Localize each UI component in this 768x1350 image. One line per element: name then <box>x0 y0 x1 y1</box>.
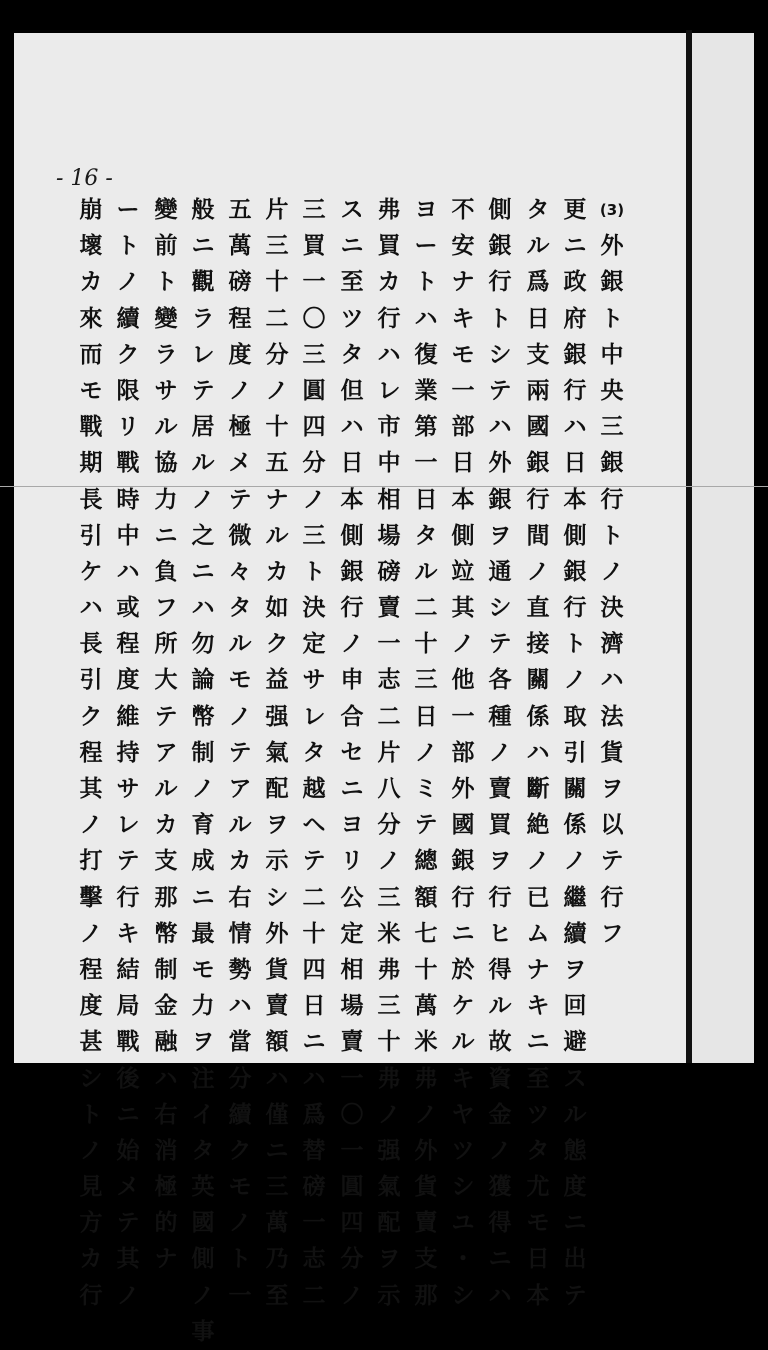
text-column: 弗 買 カ 行 ハ レ 市 中 相 場 磅 賣 一 志 二 片 八 分 ノ 三 米 弗 三 十 弗 ノ 强 氣 配 ヲ 示 <box>377 197 401 1309</box>
text-column: ヨ ー ト ハ 復 業 第 一 日 タ ル 二 十 三 日 ノ ミ テ 總 額 七 十 萬 米 弗 ノ 外 貨 賣 支 那 <box>414 197 438 1309</box>
text-column: ス ニ 至 ツ タ 但 ハ 日 本 側 銀 行 ノ 申 合 セ ニ ヨ リ 公 定 相 場 賣 一 〇 一 圓 四 分 ノ <box>340 197 364 1309</box>
text-column: (3) 外 銀 ト 中 央 三 銀 行 ト ノ 決 濟 ハ 法 貨 ヲ 以 テ 行 フ <box>599 201 625 947</box>
text-column: 崩 壞 カ 來 而 モ 戰 期 長 引 ケ ハ 長 引 ク 程 其 ノ 打 擊 ノ 程 度 甚 シ ト ノ 見 方 カ 行 <box>79 197 103 1309</box>
text-column: 五 萬 磅 程 度 ノ 極 メ テ 微 々 タ ル モ ノ テ ア ル カ 右 情 勢 ハ 當 分 續 ク モ ノ ト 一 <box>228 197 252 1309</box>
text-column: 不 安 ナ キ モ 一 部 日 本 側 竝 其 ノ 他 一 部 外 國 銀 行 ニ 於 ケ ル キ ヤ ツ シ ユ ・ シ <box>451 197 475 1309</box>
text-column: タ ル 爲 日 支 兩 國 銀 行 間 ノ 直 接 關 係 ハ 斷 絶 ノ 已 ム ナ キ ニ 至 ツ タ 尤 モ 日 本 <box>526 197 550 1309</box>
text-column: 側 銀 行 ト シ テ ハ 外 銀 ヲ 通 シ テ 各 種 ノ 賣 買 ヲ 行 ヒ 得 ル 故 資 金 ノ 獲 得 ニ ハ <box>488 197 512 1309</box>
page-number: - 16 - <box>56 166 113 191</box>
text-column: 三 買 一 〇 三 圓 四 分 ノ 三 ト 決 定 サ レ タ 越 ヘ テ 二 十 四 日 ニ ハ 爲 替 磅 一 志 二 <box>302 197 326 1309</box>
adjacent-page-edge <box>692 33 754 1063</box>
text-column: 般 ニ 觀 ラ レ テ 居 ル ノ 之 ニ ハ 勿 論 幣 制 ノ 育 成 ニ 最 モ 力 ヲ 注 イ タ 英 國 側 ノ 事 <box>191 197 215 1345</box>
text-column: 變 前 ト 變 ラ サ ル 協 力 ニ 負 フ 所 大 テ ア ル カ 支 那 幣 制 金 融 ハ 右 消 極 的 ナ <box>154 197 178 1273</box>
text-column: ー ト ノ 續 ク 限 リ 戰 時 中 ハ 或 程 度 維 持 サ レ テ 行 キ 結 局 戰 後 ニ 始 メ テ 其 ノ <box>116 197 140 1309</box>
text-column: 更 ニ 政 府 銀 行 ハ 日 本 側 銀 行 ト ノ 取 引 關 係 ノ 繼 續 ヲ 回 避 ス ル 態 度 ニ 出 テ <box>563 197 587 1309</box>
text-column: 片 三 十 二 分 ノ 十 五 ナ ル カ 如 ク 益 强 氣 配 ヲ 示 シ 外 貨 賣 額 ハ 僅 ニ 三 萬 乃 至 <box>265 197 289 1309</box>
